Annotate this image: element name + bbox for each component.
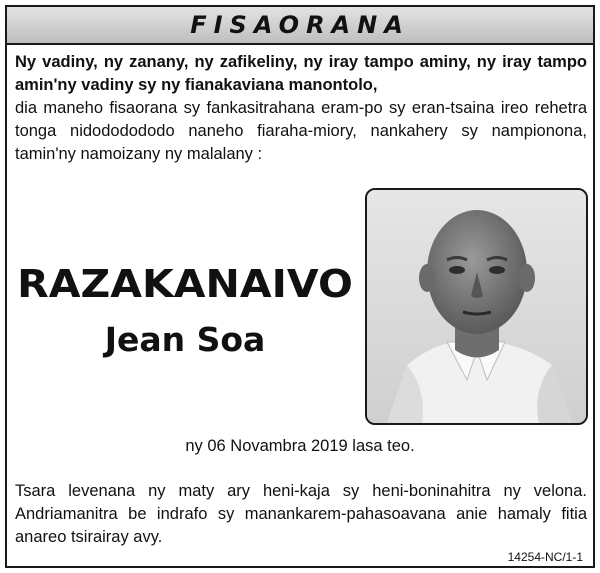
- reference-code: 14254-NC/1-1: [507, 550, 583, 564]
- deceased-surname: RAZAKANAIVO: [17, 262, 353, 306]
- death-date-line: ny 06 Novambra 2019 lasa teo.: [185, 437, 415, 455]
- announcement-frame: [5, 5, 595, 568]
- deceased-firstname: Jean Soa: [104, 320, 266, 359]
- header-banner: [7, 7, 593, 45]
- closing-paragraph: Tsara levenana ny maty ary heni-kaja sy heni-boninahitra ny velona. Andriamanitra be indrafo sy manankarem-pahasoavana anie hamaly fitia anareo tsirairay avy.: [15, 482, 587, 546]
- intro-paragraph: [15, 51, 587, 166]
- header-title: FISAORANA: [190, 11, 410, 39]
- portrait-photo: [365, 188, 588, 425]
- intro-family-list: Ny vadiny, ny zanany, ny zafikeliny, ny iray tampo aminy, ny iray tampo amin'ny vadiny sy ny fianakaviana manontolo,: [15, 53, 587, 94]
- intro-thanks-text: dia maneho fisaorana sy fankasitrahana eram-po sy eran-tsaina ireo rehetra tonga nidododododo naneho fiaraha-miory, nankahery sy nampionona, tamin'ny namoizany ny malalany :: [15, 99, 587, 163]
- portrait-photo-icon: [367, 190, 586, 423]
- deceased-name-block: [15, 262, 355, 359]
